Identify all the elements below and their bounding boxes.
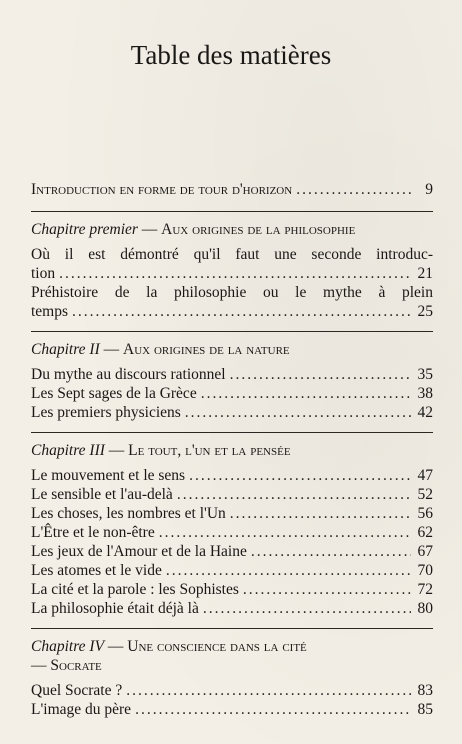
chapter-title: Aux origines de la nature <box>123 341 290 358</box>
entry-label: Le sensible et l'au-delà <box>31 486 173 503</box>
chapter-prefix: Chapitre III <box>31 442 105 459</box>
toc-entry[interactable] <box>31 403 433 422</box>
entry-label: Le mouvement et le sens <box>31 467 186 484</box>
toc-entry[interactable] <box>31 283 433 321</box>
entry-label: La cité et la parole : les Sophistes <box>31 581 239 598</box>
entry-label-line: Préhistoire de la philosophie ou le mythe à plein <box>31 284 433 301</box>
leader-dots <box>189 466 411 485</box>
leader-dots <box>203 599 411 618</box>
entry-label: Les Sept sages de la Grèce <box>31 385 197 402</box>
leader-dots <box>230 365 411 384</box>
chapter-prefix: Chapitre II <box>31 341 100 358</box>
entry-page-number: 70 <box>417 562 433 579</box>
leader-dots <box>159 523 411 542</box>
entry-page-number: 25 <box>417 303 433 320</box>
chapter-heading-3 <box>31 441 433 460</box>
leader-dots <box>72 302 411 321</box>
entry-label: Les atomes et le vide <box>31 562 162 579</box>
toc-entry[interactable] <box>31 523 433 542</box>
entry-label: tion <box>31 265 56 282</box>
entry-label: Les choses, les nombres et l'Un <box>31 505 226 522</box>
chapter-heading-2 <box>31 340 433 359</box>
leader-dots <box>177 485 411 504</box>
leader-dots <box>296 180 411 199</box>
entry-page-number: 52 <box>417 486 433 503</box>
entry-label: Les jeux de l'Amour et de la Haine <box>31 543 247 560</box>
chapter-dash: — <box>107 638 124 655</box>
entry-page-number: 85 <box>417 701 433 718</box>
entry-label: temps <box>31 303 69 320</box>
chapter-title-continued: — Socrate <box>31 657 102 674</box>
entry-label: La philosophie était déjà là <box>31 600 199 617</box>
entry-label-line: Où il est démontré qu'il faut une seconde introduc- <box>31 246 433 263</box>
leader-dots <box>59 264 411 283</box>
entry-page-number: 21 <box>417 265 433 282</box>
entry-page-number: 80 <box>417 600 433 617</box>
section-divider <box>31 211 433 212</box>
section-divider <box>31 432 433 433</box>
chapter-title: Le tout, l'un et la pensée <box>128 442 291 459</box>
leader-dots <box>185 403 411 422</box>
toc-entry[interactable] <box>31 700 433 719</box>
leader-dots <box>201 384 411 403</box>
entry-page-number: 72 <box>417 581 433 598</box>
entry-page-number: 67 <box>417 543 433 560</box>
chapter-heading-1 <box>31 220 433 239</box>
section-divider <box>31 628 433 629</box>
entry-page-number: 42 <box>417 404 433 421</box>
table-of-contents <box>31 180 433 719</box>
entry-page-number: 56 <box>417 505 433 522</box>
toc-entry[interactable] <box>31 681 433 700</box>
leader-dots <box>126 681 411 700</box>
entry-label: Les premiers physiciens <box>31 404 181 421</box>
toc-entry[interactable] <box>31 365 433 384</box>
toc-entry[interactable] <box>31 245 433 283</box>
leader-dots <box>135 700 411 719</box>
toc-entry[interactable] <box>31 580 433 599</box>
toc-entry-introduction[interactable] <box>31 180 433 199</box>
chapter-prefix: Chapitre premier <box>31 221 138 238</box>
entry-page-number: 62 <box>417 524 433 541</box>
entry-page-number: 38 <box>417 385 433 402</box>
entry-page-number: 83 <box>417 682 433 699</box>
entry-page-number: 35 <box>417 366 433 383</box>
chapter-dash: — <box>141 221 158 238</box>
entry-label: Introduction en forme de tour d'horizon <box>31 181 293 198</box>
chapter-prefix: Chapitre IV <box>31 638 105 655</box>
leader-dots <box>230 504 411 523</box>
entry-page-number: 9 <box>425 181 433 198</box>
entry-label: L'image du père <box>31 701 132 718</box>
toc-entry[interactable] <box>31 561 433 580</box>
leader-dots <box>243 580 411 599</box>
page-title: Table des matières <box>130 40 332 70</box>
entry-label: Quel Socrate ? <box>31 682 123 699</box>
toc-entry[interactable] <box>31 466 433 485</box>
entry-label: Du mythe au discours rationnel <box>31 366 226 383</box>
chapter-dash: — <box>103 341 120 358</box>
section-divider <box>31 331 433 332</box>
chapter-dash: — <box>108 442 125 459</box>
toc-entry[interactable] <box>31 542 433 561</box>
entry-page-number: 47 <box>417 467 433 484</box>
entry-label: L'Être et le non-être <box>31 524 155 541</box>
toc-entry[interactable] <box>31 504 433 523</box>
leader-dots <box>251 542 411 561</box>
toc-entry[interactable] <box>31 485 433 504</box>
toc-entry[interactable] <box>31 384 433 403</box>
toc-entry[interactable] <box>31 599 433 618</box>
chapter-heading-4 <box>31 637 433 656</box>
chapter-title: Aux origines de la philosophie <box>161 221 356 238</box>
chapter-title: Une conscience dans la cité <box>127 638 307 655</box>
leader-dots <box>166 561 411 580</box>
